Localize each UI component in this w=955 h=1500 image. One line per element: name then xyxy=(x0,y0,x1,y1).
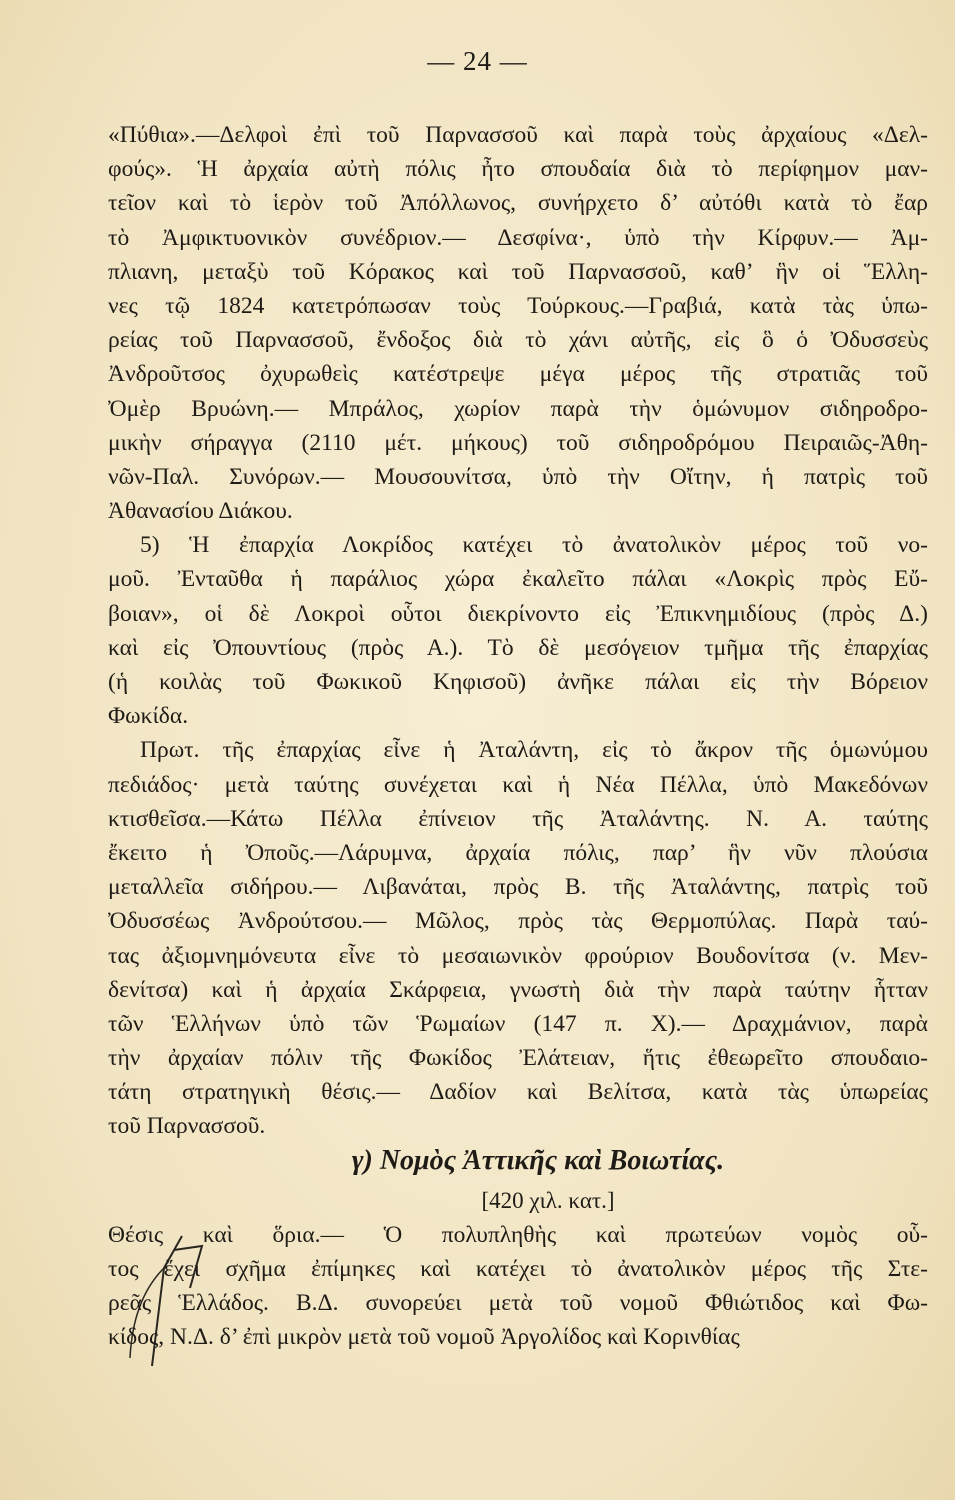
paragraph-4 xyxy=(108,1218,928,1355)
text-line: κτισθεῖσα.—Κάτω Πέλλα ἐπίνειον τῆς Ἀταλάντης. Ν. Α. ταύτης xyxy=(108,805,928,832)
text-line: ρεᾶς Ἑλλάδος. Β.Δ. συνορεύει μετὰ τοῦ νομοῦ Φθιώτιδος καὶ Φω- xyxy=(108,1290,928,1316)
text-line: κίδος, Ν.Δ. δ’ ἐπὶ μικρὸν μετὰ τοῦ νομοῦ Ἀργολίδος καὶ Κορινθίας xyxy=(108,1324,740,1351)
text-line: φούς». Ἡ ἀρχαία αὐτὴ πόλις ἦτο σπουδαία διὰ τὸ περίφημον μαν- xyxy=(108,156,928,183)
text-line: βοιαν», οἱ δὲ Λοκροὶ οὗτοι διεκρίνοντο εἰς Ἐπικνημιδίους (πρὸς Δ.) xyxy=(108,600,928,627)
text-line: Ὀδυσσέως Ἀνδρούτσου.— Μῶλος, πρὸς τὰς Θερμοπύλας. Παρὰ ταύ- xyxy=(108,908,928,935)
text-line: τὸ Ἀμφικτυονικὸν συνέδριον.— Δεσφίνα·, ὑπὸ τὴν Κίρφυν.— Ἀμ- xyxy=(108,224,928,251)
paragraph-1 xyxy=(108,118,928,528)
text-line: τος ἔχει σχῆμα ἐπίμηκες καὶ κατέχει τὸ ἀνατολικὸν μέρος τῆς Στε- xyxy=(108,1255,928,1282)
text-line: Ἀνδροῦτσος ὀχυρωθεὶς κατέστρεψε μέγα μέρος τῆς στρατιᾶς τοῦ xyxy=(108,361,928,388)
text-line: Φωκίδα. xyxy=(108,703,189,730)
paragraph-3 xyxy=(108,733,928,1143)
text-line: τῶν Ἑλλήνων ὑπὸ τῶν Ῥωμαίων (147 π. Χ).— Δραχμάνιον, παρὰ xyxy=(108,1010,928,1037)
text-line: μεταλλεῖα σιδήρου.— Λιβανάται, πρὸς Β. τῆς Ἀταλάντης, πατρὶς τοῦ xyxy=(108,874,928,901)
text-line: δενίτσα) καὶ ἡ ἀρχαία Σκάρφεια, γνωστὴ διὰ τὴν παρὰ ταύτην ἧτταν xyxy=(108,976,928,1003)
section-heading: γ) Νομὸς Ἀττικῆς καὶ Βοιωτίας. xyxy=(351,1144,725,1176)
text-line: Θέσις καὶ ὅρια.— Ὁ πολυπληθὴς καὶ πρωτεύων νομὸς οὗ- xyxy=(108,1221,928,1248)
body-text xyxy=(108,118,928,1354)
text-line: ρείας τοῦ Παρνασσοῦ, ἔνδοξος διὰ τὸ χάνι αὐτῆς, εἰς ὃ ὁ Ὀδυσσεὺς xyxy=(108,327,928,354)
text-line: (ἡ κοιλὰς τοῦ Φωκικοῦ Κηφισοῦ) ἀνῆκε πάλαι εἰς τὴν Βόρειον xyxy=(108,669,928,695)
text-line: ἔκειτο ἡ Ὀποῦς.—Λάρυμνα, ἀρχαία πόλις, παρ’ ἣν νῦν πλούσια xyxy=(108,839,928,866)
text-line: καὶ εἰς Ὀπουντίους (πρὸς Α.). Τὸ δὲ μεσόγειον τμῆμα τῆς ἐπαρχίας xyxy=(108,634,928,661)
text-line: τεῖον καὶ τὸ ἱερὸν τοῦ Ἀπόλλωνος, συνήρχετο δ’ αὐτόθι κατὰ τὸ ἔαρ xyxy=(108,190,928,217)
text-line: Ἀθανασίου Διάκου. xyxy=(108,498,293,525)
text-line: νες τῷ 1824 κατετρόπωσαν τοὺς Τούρκους.—Γραβιά, κατὰ τὰς ὑπω- xyxy=(108,292,928,319)
text-line: τοῦ Παρνασσοῦ. xyxy=(108,1113,266,1140)
page-number: — 24 — xyxy=(427,46,528,76)
paragraph-2 xyxy=(108,528,928,733)
text-line: Ὀμὲρ Βρυώνη.— Μπράλος, χωρίον παρὰ τὴν ὁμώνυμον σιδηροδρο- xyxy=(108,395,928,422)
text-line: μοῦ. Ἐνταῦθα ἡ παράλιος χώρα ἐκαλεῖτο πάλαι «Λοκρὶς πρὸς Εὔ- xyxy=(108,566,928,593)
text-line: τας ἀξιομνημόνευτα εἶνε τὸ μεσαιωνικὸν φρούριον Βουδονίτσα (ν. Μεν- xyxy=(108,942,928,969)
text-line: Πρωτ. τῆς ἐπαρχίας εἶνε ἡ Ἀταλάντη, εἰς τὸ ἄκρον τῆς ὁμωνύμου xyxy=(140,737,928,764)
text-line: νῶν-Παλ. Συνόρων.— Μουσουνίτσα, ὑπὸ τὴν Οἴτην, ἡ πατρὶς τοῦ xyxy=(108,463,928,490)
text-line: «Πύθια».—Δελφοὶ ἐπὶ τοῦ Παρνασσοῦ καὶ παρὰ τοὺς ἀρχαίους «Δελ- xyxy=(108,122,928,148)
text-line: μικὴν σήραγγα (2110 μέτ. μήκους) τοῦ σιδηροδρόμου Πειραιῶς-Ἀθη- xyxy=(108,429,928,456)
text-line: πλιανη, μεταξὺ τοῦ Κόρακος καὶ τοῦ Παρνασσοῦ, καθ’ ἣν οἱ Ἕλλη- xyxy=(108,258,928,285)
text-line: πεδιάδος· μετὰ ταύτης συνέχεται καὶ ἡ Νέα Πέλλα, ὑπὸ Μακεδόνων xyxy=(108,771,928,798)
text-line: τὴν ἀρχαίαν πόλιν τῆς Φωκίδος Ἐλάτειαν, ἥτις ἐθεωρεῖτο σπουδαιο- xyxy=(108,1045,928,1072)
text-line: 5) Ἡ ἐπαρχία Λοκρίδος κατέχει τὸ ἀνατολικὸν μέρος τοῦ νο- xyxy=(140,532,928,559)
section-area: [420 χιλ. κατ.] xyxy=(481,1187,615,1213)
text-line: τάτη στρατηγικὴ θέσις.— Δαδίον καὶ Βελίτσα, κατὰ τὰς ὑπωρείας xyxy=(108,1079,928,1106)
